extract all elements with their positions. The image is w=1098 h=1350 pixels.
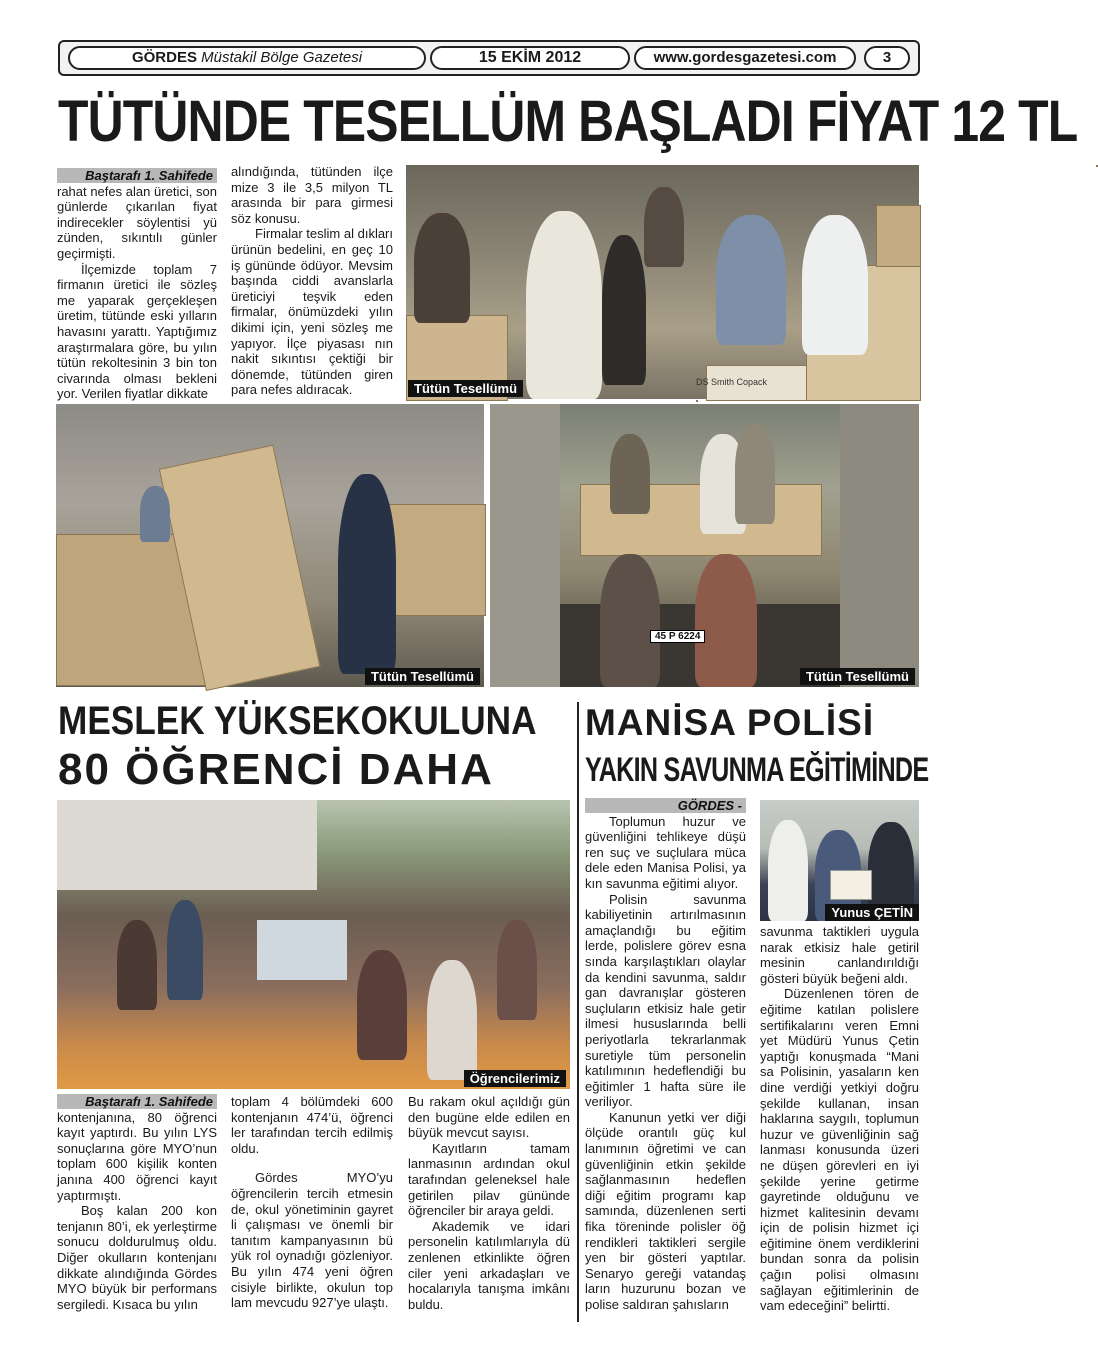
photo-caption: Tütün Tesellümü bbox=[408, 380, 523, 397]
paragraph: rahat nefes alan üretici, son günlerde çıkarılan fiyat indirecekler söylentisi yü zünden, sıkıntılı günler geçirmişti. bbox=[57, 183, 217, 261]
photo-tobacco-receiving-1 bbox=[406, 165, 919, 399]
paragraph: Boş kalan 200 kon tenjanın 80’i, ek yerleştirme sonucu doldurulmuş oldu. Diğer okulların kontenjanı dikkate alındığında Gördes MYO büyük bir performans sergiledi. Kısaca bu yılın bbox=[57, 1203, 217, 1312]
photo-caption: Tütün Tesellümü bbox=[365, 668, 480, 685]
paragraph: Akademik ve idari personelin katılımlarıyla dü zenlenen etkinlikte öğren ciler yeni arkadaşları ve hocalarıyla tanışma imkânı buldu. bbox=[408, 1218, 570, 1312]
photo-caption: Öğrencilerimiz bbox=[464, 1070, 566, 1087]
paragraph: Bu rakam okul açıldığı gün den bugüne elde edilen en büyük mevcut sayısı. bbox=[408, 1094, 570, 1141]
article3-column-1 bbox=[585, 798, 746, 1320]
article2-column-1 bbox=[57, 1094, 217, 1320]
paragraph: Toplumun huzur ve güvenliğini tehlikeye düşü ren suç ve suçlulara müca dele eden Manisa Polisi, ya kın savunma eğitimi alıyor. bbox=[585, 813, 746, 891]
paragraph: toplam 4 bölümdeki 600 kontenjanın 474’ü, öğrenci ler tarafından tercih edilmiş oldu. bbox=[231, 1094, 393, 1156]
kicker-continued: Baştarafı 1. Sahifede bbox=[57, 168, 217, 183]
article2-column-2 bbox=[231, 1094, 393, 1320]
paragraph: savunma taktikleri uygula narak etkisiz hale getiril mesinin canlandırıldığı gösteri büyük beğeni aldı. bbox=[760, 924, 919, 986]
paragraph: Polisin savunma kabiliyetinin artırılmasının amaçlandığı bu eğitim lerde, polislere görev esna sında karşılaştıkları olaylar da kendini savunma, saldır gan davranışlar gösteren suçluların etkisiz hale getir ilmesi hususlarında belli periyotlarla tekrarlanmak suretiyle tüm personelin katılımının hedeflendiği bu eğitimler 1 hafta süre ile veriliyor. bbox=[585, 891, 746, 1110]
headline-vocational-school-sub: 80 ÖĞRENCİ DAHA bbox=[58, 745, 494, 794]
photo-students bbox=[57, 800, 570, 1089]
photo-caption: Tütün Tesellümü bbox=[800, 668, 915, 685]
article3-column-2 bbox=[760, 924, 919, 1320]
paper-name-bold: GÖRDES bbox=[131, 49, 197, 66]
headline-manisa-police: MANİSA POLİSİ bbox=[585, 702, 875, 743]
paragraph: Firmalar teslim al dıkları ürünün bedelini, en geç 10 iş gününde ödüyor. Mevsim başında ciddi avanslarla üreticiyi teşvik eden firmalar, önümüzdeki yılın dikimi için, yeni sözleş me yapıyor. İlçe piyasası nın nakit sıkıntısı çektiği bir dönemde, tütünden giren para nefes aldıracak. bbox=[231, 226, 393, 398]
article1-column-1 bbox=[57, 168, 217, 404]
issue-date: 15 EKİM 2012 bbox=[430, 46, 630, 70]
paragraph: Gördes MYO’yu öğrencilerin tercih etmesin de, okul yönetiminin gayret li çalışması ve önemli bir tanıtım kampanyasının bü yük rol oynadığı gözleniyor. Bu yılın 474 yeni öğren cisiyle birlikte, okulun top lam mevcudu 927’ye ulaştı. bbox=[231, 1170, 393, 1311]
column-divider bbox=[577, 702, 579, 1322]
photo-tobacco-truck bbox=[490, 404, 919, 687]
photo-police-ceremony bbox=[760, 800, 919, 921]
article1-column-2 bbox=[231, 164, 393, 404]
paragraph: alındığında, tütünden ilçe mize 3 ile 3,5 milyon TL arasında bir para girmesi söz konusu. bbox=[231, 164, 393, 226]
article2-column-3 bbox=[408, 1094, 570, 1320]
page-number: 3 bbox=[864, 46, 910, 70]
photo-tobacco-receiving-2 bbox=[56, 404, 484, 687]
paragraph: Kanunun yetki ver diği ölçüde orantılı güç kul lanımının öğretimi ve can güvenliğinin etkin şekilde sağlanmasının hedeflen diği eğitim programı kap samında, düzenlenen serti fika töreninde polisler öğ rendikleri taktikleri sergile yen bir gösteri yaptılar. Senaryo gereği vatandaş ların huzurunu bozan ve polise saldıran şahısların bbox=[585, 1109, 746, 1312]
kicker-continued: Baştarafı 1. Sahifede bbox=[57, 1094, 217, 1109]
photo-caption: Yunus ÇETİN bbox=[825, 904, 919, 921]
license-plate: 45 P 6224 bbox=[650, 630, 705, 643]
paragraph: kontenjanına, 80 öğrenci kayıt yaptırdı. Bu yılın LYS sonuçlarına göre MYO’nun toplam 600 kişilik konten janına 400 öğrenci kayıt yaptırmıştı. bbox=[57, 1109, 217, 1203]
paper-name bbox=[68, 46, 426, 70]
masthead-bar bbox=[58, 40, 920, 76]
website-link[interactable]: www.gordesgazetesi.com bbox=[634, 46, 856, 70]
paper-name-italic: Müstakil Bölge Gazetesi bbox=[201, 49, 363, 66]
kicker-location: GÖRDES - bbox=[585, 798, 746, 813]
headline-manisa-police-sub: YAKIN SAVUNMA EĞİTİMİNDE bbox=[585, 751, 929, 789]
paragraph: Düzenlenen tören de eğitime katılan polislere sertifikalarını veren Emni yet Müdürü Yunus Çetin yaptığı konuşmada “Mani sa Polisinin, yasaların ken dine verdiği yetkiyi doğru şekilde kullanan, insan haklarına saygılı, toplumun huzur ve güvenliğinin sağ lanması konusunda üzeri ne düşen görevleri en iyi şekilde yerine getirme gayretinde olduğunu ve hizmet kalitesinin devamı için de polisin hizmet içi eğitimine önem verdiklerini bundan sonra da polisin çağın polisi olmasını sağlayan eğitimlerinin de vam edeceğini” belirtti. bbox=[760, 986, 919, 1314]
headline-vocational-school: MESLEK YÜKSEKOKULUNA bbox=[58, 699, 537, 743]
box-label: DS Smith Copack bbox=[696, 377, 768, 387]
paragraph: Kayıtların tamam lanmasının ardından okul tarafından geleneksel hale getirilen pilav gününde öğrenciler bir araya geldi. bbox=[408, 1140, 570, 1219]
paragraph: İlçemizde toplam 7 firmanın üretici ile sözleş me yaparak gerçekleşen üretim, tütünde eski yılların havasını yarattı. Yaptığımız araştırmalara göre, bu yılın tütün rekoltesinin 3 bin ton civarında olması bekleni yor. Verilen fiyatlar dikkate bbox=[57, 261, 217, 402]
headline-tobacco: TÜTÜNDE TESELLÜM BAŞLADI FİYAT 12 TL bbox=[58, 89, 1078, 154]
